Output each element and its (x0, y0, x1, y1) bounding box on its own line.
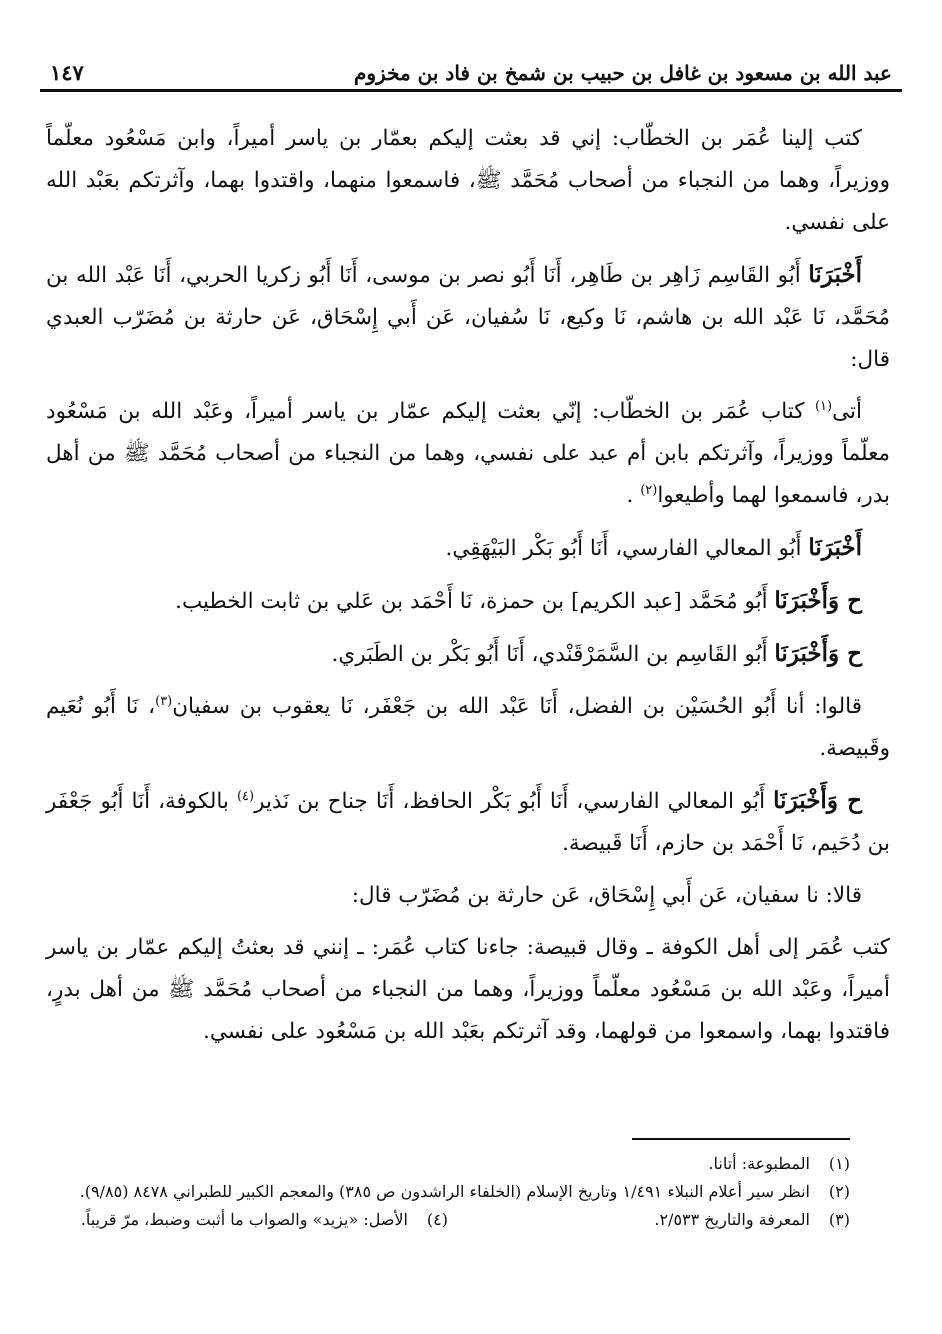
paragraph-4 (46, 527, 890, 570)
paragraph-7-text-a: قالوا: أنا أَبُو الحُسَيْن بن الفضل، أَنَا عَبْد الله بن جَعْفَر، نَا يعقوب بن سفيان (172, 694, 862, 719)
paragraph-3 (46, 391, 890, 517)
paragraph-3-text-a: أتى (832, 399, 862, 424)
isnad-keyword: ح وَأَخْبَرَنَا (774, 640, 862, 667)
paragraph-2-text: أَبُو القَاسِم زَاهِر بن طَاهِر، أَنَا أَبُو نصر بن موسى، أَنَا أَبُو زكريا الحربي، أَنَا عَبْد الله بن مُحَمَّد، نَا عَبْد الله بن هاشم، نَا وكيع، نَا سُفيان، عَن أَبي إِسْحَاق، عَن حارثة بن مُضَرّب العبدي قال: (46, 263, 890, 372)
paragraph-2 (46, 254, 890, 381)
paragraph-6 (46, 633, 890, 676)
main-text (46, 118, 890, 1063)
paragraph-3-text-b: كتاب عُمَر بن الخطّاب: إنّي بعثت إليكم عمّار بن ياسر أميراً، وعَبْد الله بن مَسْعُود معلّماً ووزيراً، وآثرتكم بابن أم عبد على نفسي، وهما من النجباء من أصحاب مُحَمَّد ﷺ من أهل بدر، فاسمعوا لهما وأطيعوا (46, 399, 890, 508)
isnad-keyword: ح وَأَخْبَرَنَا (773, 787, 862, 814)
footnote-ref-1[interactable]: (١) (814, 398, 833, 414)
paragraph-8-text-a: أَبُو المعالي الفارسي، أَنَا أَبُو بَكْر الحافظ، أَنَا جناح بن نَذير (254, 789, 774, 814)
running-header (40, 58, 902, 92)
paragraph-7 (46, 686, 890, 770)
paragraph-4-text: أَبُو المعالي الفارسي، أَنَا أَبُو بَكْر البَيْهَقِي. (445, 536, 809, 561)
footnote-text: المطبوعة: أتانا. (708, 1154, 810, 1173)
paragraph-3-text-c: . (626, 483, 641, 508)
isnad-keyword: أَخْبَرَنَا (808, 261, 862, 288)
isnad-keyword: ح وَأَخْبَرَنَا (774, 587, 862, 614)
footnote-text: الأصل: «يزيد» والصواب ما أثبت وضبط، مرّ قريباً. (80, 1210, 408, 1229)
footnote-ref-4[interactable]: (٤) (236, 788, 255, 804)
paragraph-5 (46, 580, 890, 623)
footnote-divider (632, 1138, 850, 1140)
paragraph-8 (46, 780, 890, 865)
footnote-text: انظر سير أعلام النبلاء ١/٤٩١ وتاريخ الإسلام (الخلفاء الراشدون ص ٣٨٥) والمعجم الكبير للطبراني ٨٤٧٨ (٩/٨٥). (79, 1182, 810, 1201)
paragraph-1: كتب إلينا عُمَر بن الخطّاب: إني قد بعثت إليكم بعمّار بن ياسر أميراً، وابن مَسْعُود معلّماً ووزيراً، وهما من النجباء من أصحاب مُحَمَّد ﷺ، فاسمعوا منهما، واقتدوا بهما، وآثرتكم بعَبْد الله على نفسي. (46, 126, 890, 235)
footnote-number: (٢) (828, 1182, 850, 1201)
paragraph-7-text-b: ، نَا أَبُو نُعَيم وقَبيصة. (46, 694, 890, 761)
footnote-ref-3[interactable]: (٣) (155, 693, 173, 709)
page-number: ١٤٧ (50, 60, 84, 85)
isnad-keyword: أَخْبَرَنَا (808, 534, 862, 561)
footnote-ref-2[interactable]: (٢) (640, 482, 658, 498)
footnote-text: المعرفة والتاريخ ٢/٥٣٣. (654, 1210, 810, 1229)
paragraph-6-text: أَبُو القَاسِم بن السَّمَرْقَنْدي، أَنَا أَبُو بَكْر بن الطَبَري. (331, 642, 775, 667)
paragraph-5-text: أَبُو مُحَمَّد [عبد الكريم] بن حمزة، نَا أَحْمَد بن عَلي بن ثابت الخطيب. (175, 589, 775, 614)
footnote-2 (46, 1178, 850, 1206)
footnote-number: (٤) (426, 1210, 448, 1229)
footnote-3 (448, 1206, 850, 1234)
footnote-row (46, 1206, 850, 1234)
footnote-number: (١) (828, 1154, 850, 1173)
footnote-4 (46, 1206, 448, 1234)
footnotes (46, 1150, 850, 1234)
running-title: عبد الله بن مسعود بن غافل بن حبيب بن شمخ بن فاد بن مخزوم (354, 61, 892, 85)
footnote-1 (46, 1150, 850, 1178)
footnote-number: (٣) (828, 1210, 850, 1229)
paragraph-8-text-b: بالكوفة، أَنَا أَبُو جَعْفَر بن دُحَيم، نَا أَحْمَد بن حازم، أَنَا قَبيصة. (46, 789, 890, 856)
paragraph-9: قالا: نا سفيان، عَن أَبي إِسْحَاق، عَن حارثة بن مُضَرّب قال: (351, 883, 862, 908)
paragraph-10: كتب عُمَر إلى أهل الكوفة ـ وقال قبيصة: جاءنا كتاب عُمَر: ـ إنني قد بعثتُ إليكم عمّار بن ياسر أميراً، وعَبْد الله بن مَسْعُود معلّماً ووزيراً، وهما من النجباء من أصحاب مُحَمَّد ﷺ من أهل بدرٍ، فاقتدوا بهما، واسمعوا من قولهما، وقد آثرتكم بعَبْد الله بن مَسْعُود على نفسي. (46, 935, 890, 1044)
